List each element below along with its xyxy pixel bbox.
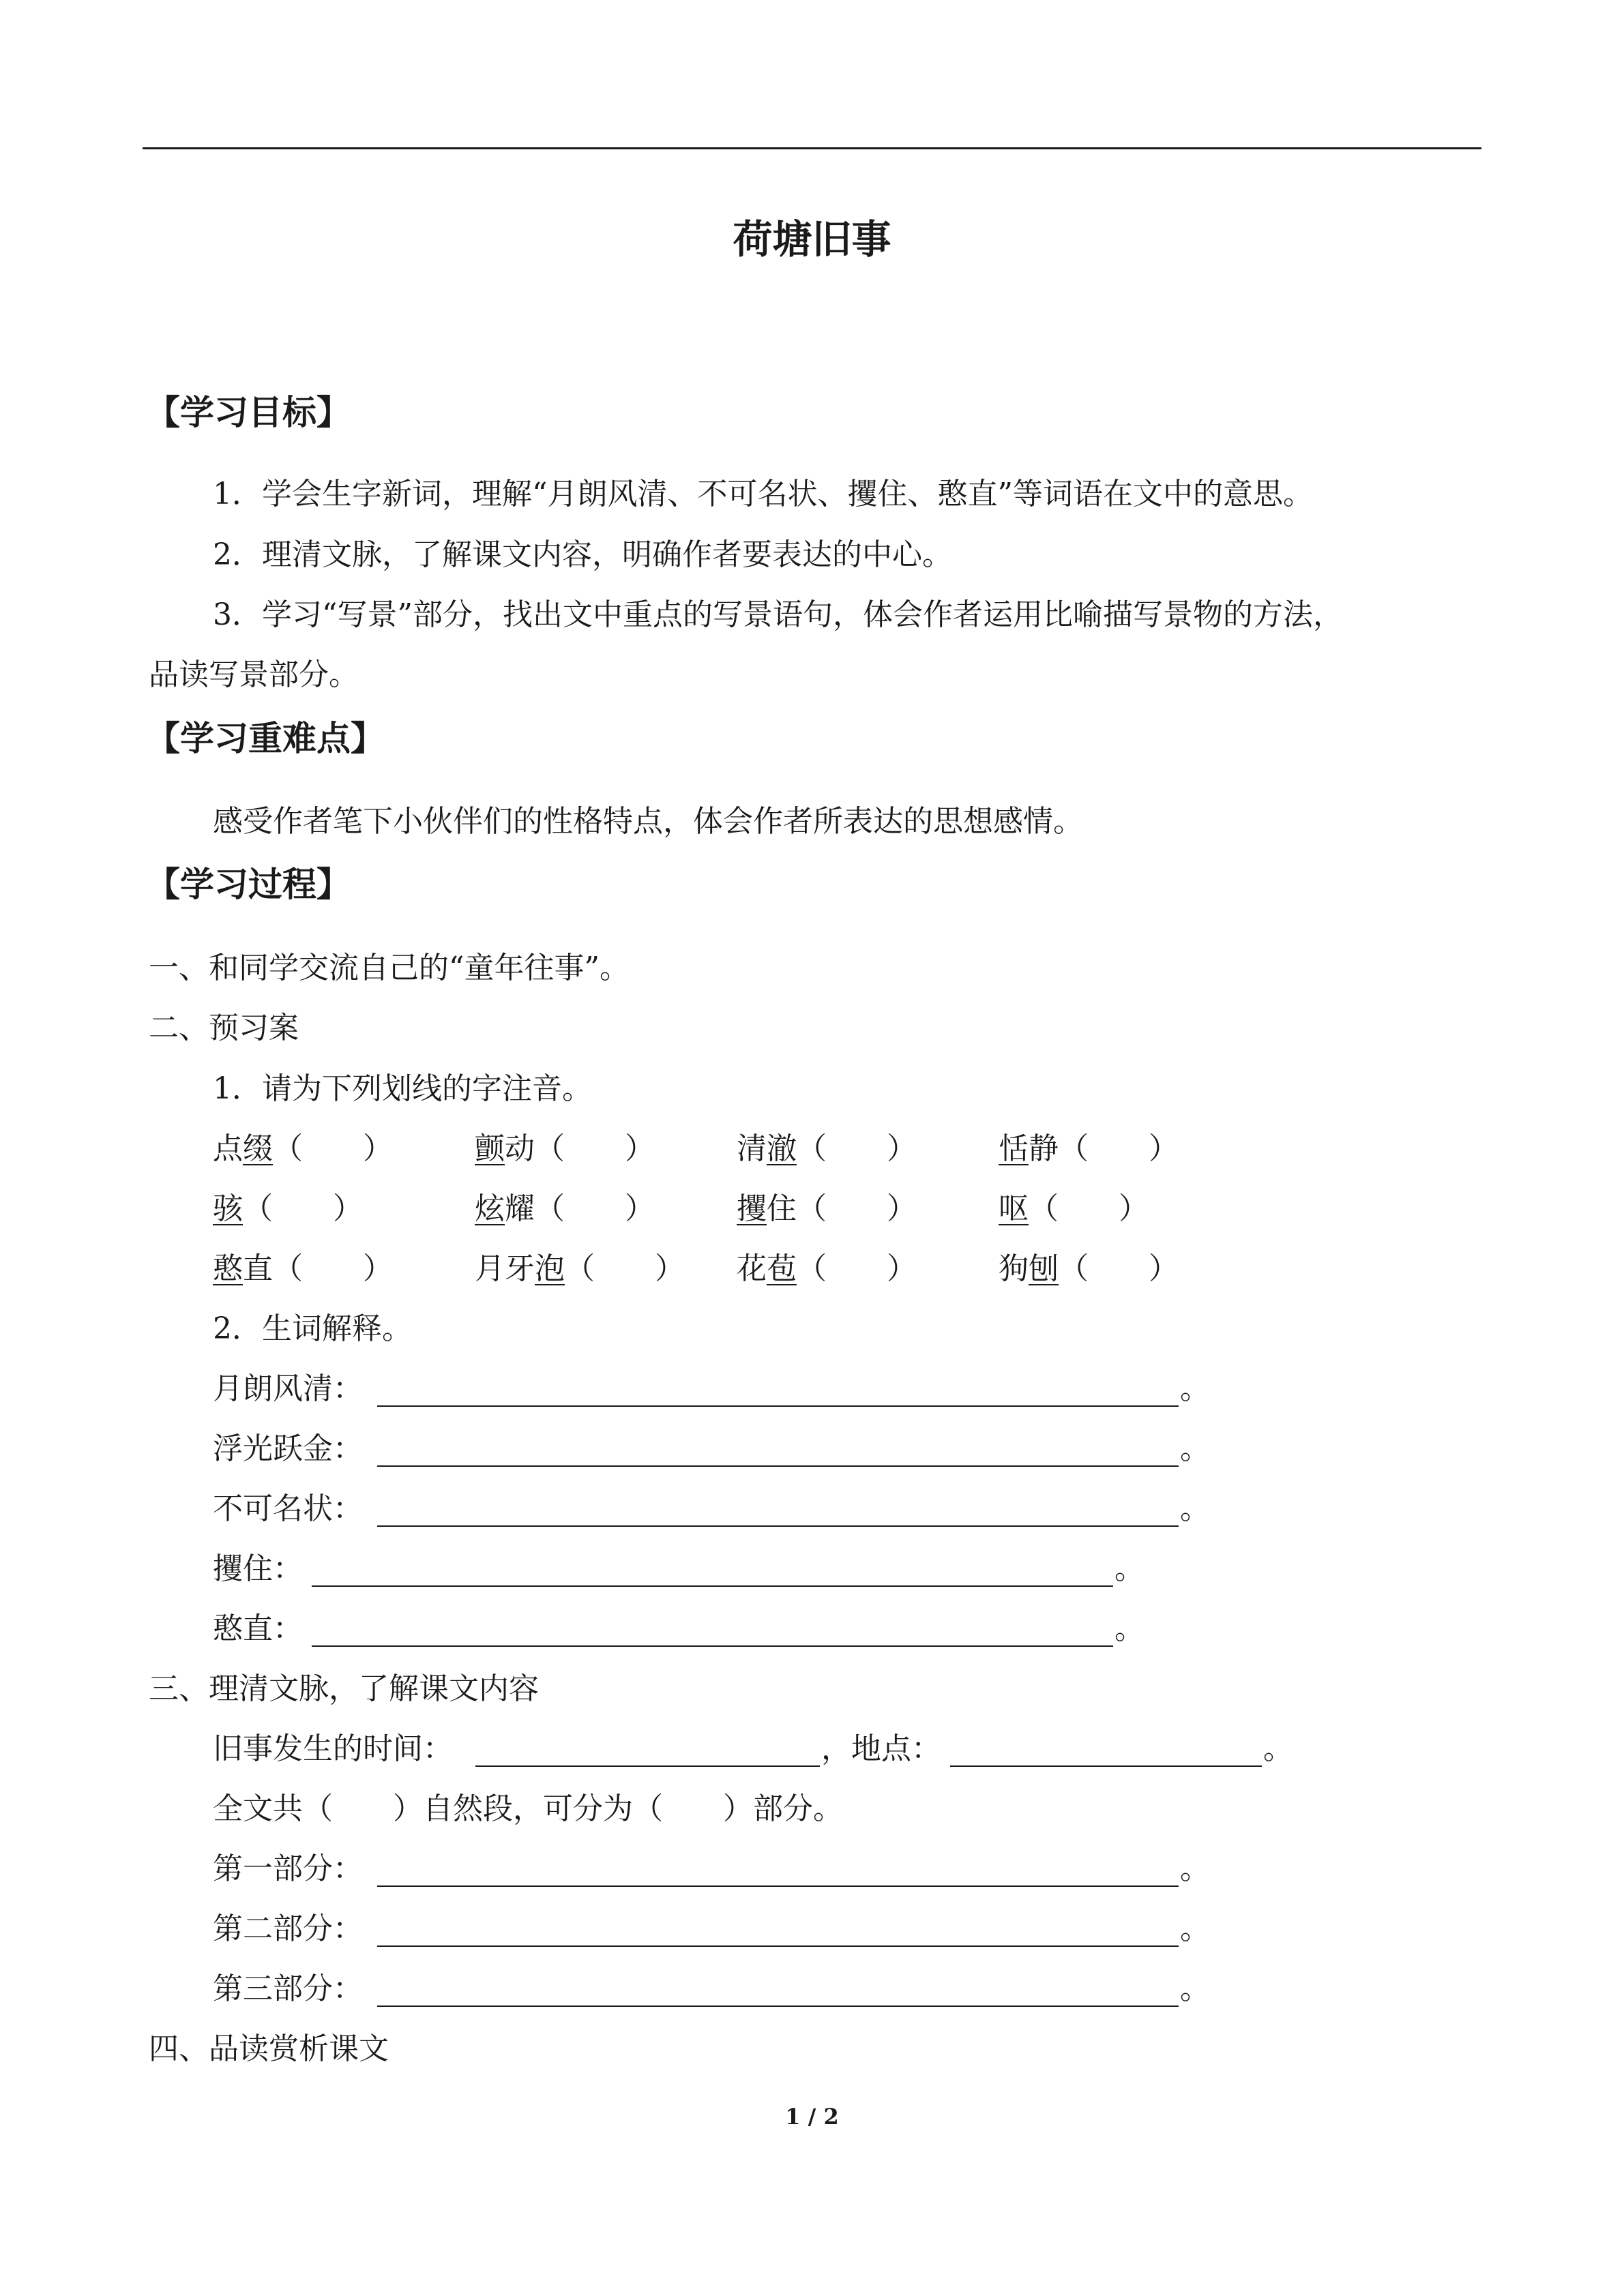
underlined-char: 刨: [1029, 1251, 1059, 1286]
part-label: 第一部分：: [213, 1851, 363, 1886]
answer-blank[interactable]: （ ）: [1059, 1131, 1179, 1166]
vocab-end: 。: [1114, 1551, 1145, 1586]
pinyin-item: 颤 动 （ ）: [475, 1131, 655, 1166]
pinyin-item: 憨 直 （ ）: [213, 1251, 393, 1286]
vocab-label: 不可名状：: [213, 1491, 363, 1526]
answer-line[interactable]: [377, 1945, 1179, 1947]
part-end: 。: [1180, 1971, 1210, 2006]
vocab-end: 。: [1180, 1491, 1210, 1526]
place-answer-line[interactable]: [950, 1765, 1262, 1767]
goals-heading: 【学习目标】: [146, 393, 351, 432]
underlined-char: 颤: [475, 1131, 505, 1166]
answer-blank[interactable]: （ ）: [797, 1191, 917, 1226]
part-end: 。: [1180, 1851, 1210, 1886]
process-part-4: 四、品读赏析课文: [149, 2031, 389, 2066]
answer-blank[interactable]: （ ）: [565, 1251, 685, 1286]
goal-item-3-cont: 品读写景部分。: [149, 657, 359, 692]
process-heading: 【学习过程】: [146, 865, 351, 904]
pinyin-item: [213, 1191, 363, 1226]
process-part-2: 二、预习案: [149, 1011, 299, 1045]
pinyin-item: 攫 住 （ ）: [737, 1191, 917, 1226]
underlined-char: 炫: [475, 1191, 505, 1226]
header-rule: [143, 147, 1481, 149]
time-answer-line[interactable]: [475, 1765, 820, 1767]
answer-line[interactable]: [312, 1645, 1113, 1647]
answer-line[interactable]: [377, 1465, 1179, 1467]
page-title: 荷塘旧事: [733, 216, 891, 263]
goal-item-2: 2．理清文脉，了解课文内容，明确作者要表达的中心。: [213, 537, 952, 572]
goal-item-1: 1．学会生字新词，理解“月朗风清、不可名状、攫住、憨直”等词语在文中的意思。: [213, 477, 1313, 511]
answer-line[interactable]: [377, 1885, 1179, 1887]
pinyin-item: 清 澈 （ ）: [737, 1131, 917, 1166]
vocab-label: 攫住：: [213, 1551, 303, 1586]
vocab-label: 月朗风清：: [213, 1371, 363, 1406]
process-part-1: 一、和同学交流自己的“童年往事”。: [149, 951, 630, 985]
question-1: 1．请为下列划线的字注音。: [213, 1071, 592, 1106]
answer-blank[interactable]: （ ）: [535, 1191, 655, 1226]
underlined-char: 泡: [535, 1251, 565, 1286]
answer-blank[interactable]: （ ）: [1029, 1191, 1149, 1226]
vocab-end: 。: [1114, 1611, 1145, 1646]
answer-blank[interactable]: （ ）: [535, 1131, 655, 1166]
place-end: 。: [1263, 1731, 1293, 1766]
pinyin-item: 狗 刨 （ ）: [999, 1251, 1179, 1286]
underlined-char: 骇: [213, 1191, 243, 1226]
goal-item-3: 3．学习“写景”部分，找出文中重点的写景语句，体会作者运用比喻描写景物的方法，: [213, 597, 1343, 632]
answer-blank[interactable]: （ ）: [1059, 1251, 1179, 1286]
pinyin-item: 花 苞 （ ）: [737, 1251, 917, 1286]
answer-blank[interactable]: （ ）: [243, 1191, 363, 1226]
pinyin-item: 恬 静 （ ）: [999, 1131, 1179, 1166]
answer-line[interactable]: [377, 1525, 1179, 1527]
place-label: ，地点：: [821, 1731, 941, 1766]
pinyin-item: [999, 1191, 1149, 1226]
vocab-end: 。: [1180, 1371, 1210, 1406]
key-points-heading: 【学习重难点】: [146, 719, 385, 758]
vocab-label: 憨直：: [213, 1611, 303, 1646]
answer-blank[interactable]: （ ）: [797, 1251, 917, 1286]
question-2: 2．生词解释。: [213, 1311, 412, 1346]
underlined-char: 澈: [767, 1131, 797, 1166]
process-part-3: 三、理清文脉，了解课文内容: [149, 1671, 539, 1706]
answer-blank[interactable]: （ ）: [273, 1131, 393, 1166]
paragraph-count: 全文共（ ）自然段，可分为（ ）部分。: [213, 1791, 843, 1826]
part-label: 第二部分：: [213, 1911, 363, 1946]
part-end: 。: [1180, 1911, 1210, 1946]
underlined-char: 恬: [999, 1131, 1029, 1166]
part-label: 第三部分：: [213, 1971, 363, 2006]
vocab-end: 。: [1180, 1431, 1210, 1466]
page-number: 1 / 2: [785, 2104, 839, 2130]
key-points-text: 感受作者笔下小伙伴们的性格特点，体会作者所表达的思想感情。: [213, 804, 1083, 839]
answer-blank[interactable]: （ ）: [797, 1131, 917, 1166]
pinyin-item: 炫 耀 （ ）: [475, 1191, 655, 1226]
underlined-char: 缀: [243, 1131, 273, 1166]
answer-blank[interactable]: （ ）: [273, 1251, 393, 1286]
time-label: 旧事发生的时间：: [213, 1731, 453, 1766]
answer-line[interactable]: [312, 1585, 1113, 1587]
pinyin-item: 点 缀 （ ）: [213, 1131, 393, 1166]
answer-line[interactable]: [377, 1405, 1179, 1407]
pinyin-item: 月牙 泡 （ ）: [475, 1251, 685, 1286]
underlined-char: 攫: [737, 1191, 767, 1226]
underlined-char: 呕: [999, 1191, 1029, 1226]
underlined-char: 苞: [767, 1251, 797, 1286]
underlined-char: 憨: [213, 1251, 243, 1286]
answer-line[interactable]: [377, 2006, 1179, 2007]
vocab-label: 浮光跃金：: [213, 1431, 363, 1466]
